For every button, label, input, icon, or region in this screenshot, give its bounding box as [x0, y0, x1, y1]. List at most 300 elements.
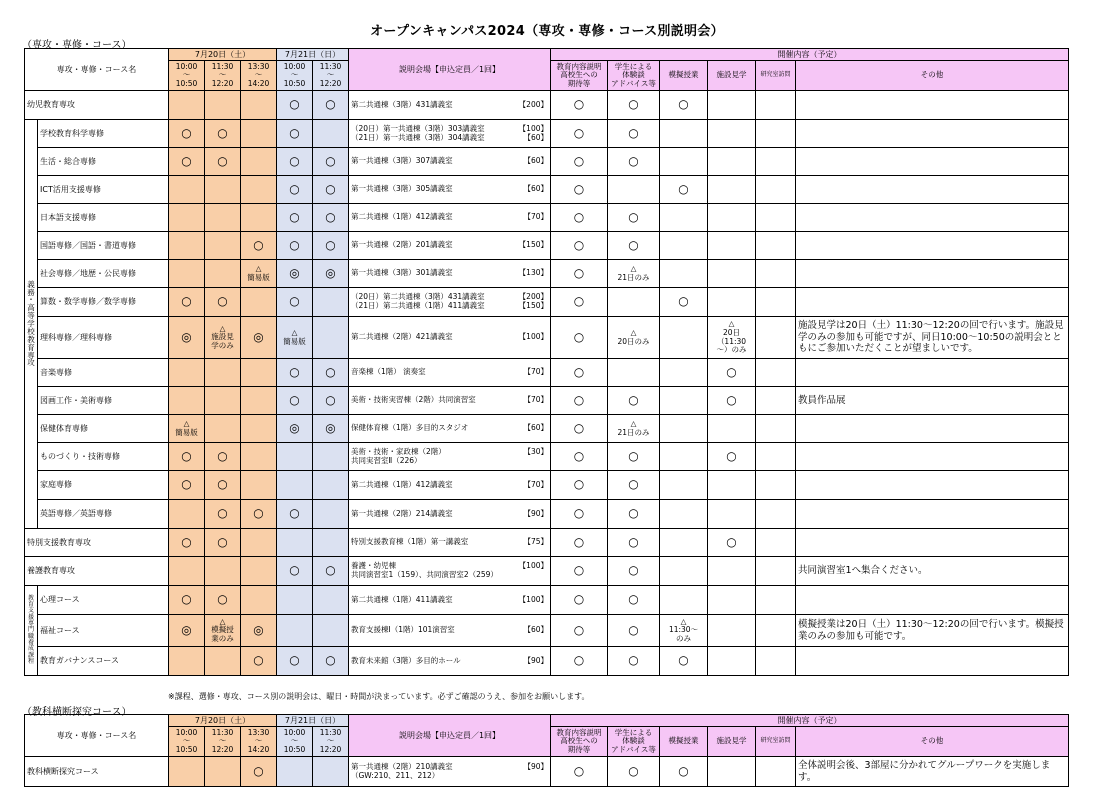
- content-mark: [608, 176, 660, 204]
- table-row: [25, 317, 1069, 359]
- session-mark: ○: [169, 120, 205, 148]
- other-info: [796, 91, 1069, 120]
- session-mark: [313, 529, 349, 557]
- other-info: 共同演習室1へ集合ください。: [796, 557, 1069, 586]
- session-mark: [169, 359, 205, 387]
- course-name: 幼児教育専攻: [25, 91, 169, 120]
- session-mark: ○: [241, 647, 277, 676]
- section-label-cross-curricular: （教科横断探究コース）: [22, 707, 132, 718]
- content-mark: △ 21日のみ: [608, 260, 660, 288]
- content-mark: [756, 148, 796, 176]
- content-mark: ○: [608, 204, 660, 232]
- session-mark: ○: [313, 204, 349, 232]
- header-row-1: [25, 49, 1069, 61]
- content-mark: [756, 443, 796, 471]
- capacity: 【60】: [523, 184, 548, 194]
- capacity: 【70】: [523, 395, 548, 405]
- content-mark: ○: [660, 288, 708, 317]
- content-mark: [660, 260, 708, 288]
- venue-cell: 【130】 第一共通棟（3階）301講義室: [349, 260, 551, 288]
- content-mark: [708, 91, 756, 120]
- venue-cell: 【70】 第二共通棟（1階）412講義室: [349, 471, 551, 500]
- content-mark: [660, 529, 708, 557]
- capacity: 【150】: [518, 240, 548, 250]
- venue-cell: 【70】 音楽棟（1階） 演奏室: [349, 359, 551, 387]
- venue-cell: 【100】 第二共通棟（2階）421講義室: [349, 317, 551, 359]
- session-mark: [169, 204, 205, 232]
- session-mark: ○: [205, 443, 241, 471]
- content-mark: [660, 586, 708, 615]
- content-mark: ○: [551, 529, 608, 557]
- day1-header: 7月20日（土）: [169, 49, 277, 61]
- session-mark: ○: [169, 443, 205, 471]
- session-mark: [241, 557, 277, 586]
- content-mark: ○: [551, 91, 608, 120]
- course-name: 養護教育専攻: [25, 557, 169, 586]
- session-mark: △ 施設見 学のみ: [205, 317, 241, 359]
- course-name: 算数・数学専修／数学専修: [38, 288, 169, 317]
- content-mark: [756, 615, 796, 647]
- content-mark: ○: [608, 529, 660, 557]
- group-label-gimu: 義 務 ・ 高 等 学 校 教 育 専 攻: [25, 120, 38, 529]
- table-row: [25, 647, 1069, 676]
- other-info: [796, 148, 1069, 176]
- content-mark: ○: [608, 91, 660, 120]
- content-col-header: 施設見学: [708, 727, 756, 757]
- content-mark: [660, 317, 708, 359]
- venue-cell: 【70】 美術・技術実習棟（2階）共同演習室: [349, 387, 551, 415]
- session-mark: ○: [169, 586, 205, 615]
- day1-header: 7月20日（土）: [169, 715, 277, 727]
- content-mark: ○: [608, 232, 660, 260]
- content-mark: ○: [660, 91, 708, 120]
- other-info: [796, 443, 1069, 471]
- session-mark: [241, 415, 277, 443]
- table-row: [25, 204, 1069, 232]
- course-name: 学校教育科学専修: [38, 120, 169, 148]
- table-row: [25, 91, 1069, 120]
- session-mark: [241, 359, 277, 387]
- session-mark: ○: [277, 232, 313, 260]
- content-mark: ○: [551, 757, 608, 787]
- table-row: [25, 359, 1069, 387]
- content-mark: [708, 260, 756, 288]
- content-mark: [708, 176, 756, 204]
- session-mark: ○: [205, 586, 241, 615]
- session-mark: [169, 387, 205, 415]
- content-mark: ○: [551, 232, 608, 260]
- group-label-shien: 教 育 支 援 専 門 職 養 成 課 程: [25, 586, 38, 676]
- schedule-table-cross-curricular: [24, 714, 1069, 787]
- session-mark: ○: [241, 757, 277, 787]
- content-mark: ○: [551, 288, 608, 317]
- other-info: [796, 260, 1069, 288]
- content-mark: ○: [551, 443, 608, 471]
- course-name: ICT活用支援専修: [38, 176, 169, 204]
- capacity: 【90】: [523, 761, 548, 771]
- course-name: 音楽専修: [38, 359, 169, 387]
- course-name: 心理コース: [38, 586, 169, 615]
- venue-cell: 【90】 教育未来館（3階）多目的ホール: [349, 647, 551, 676]
- content-mark: [708, 471, 756, 500]
- time-slot-header: 11:30 〜 12:20: [205, 727, 241, 757]
- content-mark: [608, 288, 660, 317]
- session-mark: ○: [277, 91, 313, 120]
- other-info: [796, 586, 1069, 615]
- other-info: [796, 176, 1069, 204]
- table-row: [25, 586, 1069, 615]
- venue-cell: 【30】 美術・技術・家政棟（2階） 共同実習室Ⅱ（226）: [349, 443, 551, 471]
- course-name: 教育ガバナンスコース: [38, 647, 169, 676]
- content-mark: [756, 647, 796, 676]
- session-mark: [277, 615, 313, 647]
- venue-cell: 【90】 第一共通棟（2階）214講義室: [349, 500, 551, 529]
- session-mark: [313, 120, 349, 148]
- table-row: [25, 120, 1069, 148]
- content-mark: ○: [608, 148, 660, 176]
- time-slot-header: 11:30 〜 12:20: [313, 61, 349, 91]
- content-mark: [708, 615, 756, 647]
- other-info: [796, 120, 1069, 148]
- section-label-courses: （専攻・専修・コース）: [22, 40, 132, 51]
- content-mark: [756, 387, 796, 415]
- course-name: 国語専修／国語・書道専修: [38, 232, 169, 260]
- content-mark: ○: [608, 443, 660, 471]
- content-col-header: その他: [796, 727, 1069, 757]
- session-mark: [241, 387, 277, 415]
- venue-cell: 【75】 特別支援教育棟（1階）第一講義室: [349, 529, 551, 557]
- session-mark: ○: [169, 529, 205, 557]
- content-mark: △ 20日（11:30 〜）のみ: [708, 317, 756, 359]
- content-mark: [660, 415, 708, 443]
- session-mark: ○: [277, 647, 313, 676]
- session-mark: [313, 317, 349, 359]
- capacity: 【60】: [523, 156, 548, 166]
- content-mark: [756, 500, 796, 529]
- session-mark: [313, 443, 349, 471]
- session-mark: [205, 359, 241, 387]
- session-mark: [205, 260, 241, 288]
- session-mark: [313, 288, 349, 317]
- session-mark: [313, 757, 349, 787]
- content-mark: ○: [551, 148, 608, 176]
- capacity: 【90】: [523, 508, 548, 518]
- session-mark: [277, 471, 313, 500]
- session-mark: ◎: [313, 260, 349, 288]
- content-mark: [708, 232, 756, 260]
- table-row: [25, 471, 1069, 500]
- session-mark: [313, 471, 349, 500]
- session-mark: ◎: [169, 317, 205, 359]
- content-mark: ○: [551, 359, 608, 387]
- content-mark: [756, 91, 796, 120]
- content-mark: [756, 260, 796, 288]
- content-mark: [756, 415, 796, 443]
- table-row: [25, 232, 1069, 260]
- content-mark: [708, 586, 756, 615]
- capacity: 【70】: [523, 479, 548, 489]
- content-mark: [756, 529, 796, 557]
- table-row: [25, 176, 1069, 204]
- time-slot-header: 10:00 〜 10:50: [277, 61, 313, 91]
- content-col-header: 模擬授業: [660, 727, 708, 757]
- content-mark: ○: [660, 757, 708, 787]
- content-mark: [660, 204, 708, 232]
- content-mark: ○: [551, 615, 608, 647]
- course-name: 特別支援教育専攻: [25, 529, 169, 557]
- content-col-header: 教育内容説明 高校生への 期待等: [551, 61, 608, 91]
- course-name: 理科専修／理科専修: [38, 317, 169, 359]
- venue-cell: 【200】 【150】 （20日）第二共通棟（3階）431講義室 （21日）第二共通棟（1階）411講義室: [349, 288, 551, 317]
- session-mark: [313, 586, 349, 615]
- content-mark: ○: [660, 176, 708, 204]
- course-name: 福祉コース: [38, 615, 169, 647]
- session-mark: [241, 288, 277, 317]
- session-mark: ◎: [241, 615, 277, 647]
- table-row: [25, 387, 1069, 415]
- content-mark: ○: [608, 757, 660, 787]
- content-mark: [708, 288, 756, 317]
- session-mark: ○: [313, 359, 349, 387]
- content-mark: [708, 204, 756, 232]
- content-mark: [708, 647, 756, 676]
- session-mark: ○: [277, 204, 313, 232]
- other-info: [796, 204, 1069, 232]
- course-name: 家庭専修: [38, 471, 169, 500]
- content-col-header: 教育内容説明 高校生への 期待等: [551, 727, 608, 757]
- course-name: 社会専修／地歴・公民専修: [38, 260, 169, 288]
- content-mark: ○: [551, 647, 608, 676]
- content-mark: [756, 176, 796, 204]
- course-name: 英語専修／英語専修: [38, 500, 169, 529]
- session-mark: [205, 647, 241, 676]
- session-mark: ○: [277, 500, 313, 529]
- content-mark: [756, 757, 796, 787]
- session-mark: [205, 557, 241, 586]
- content-mark: [756, 471, 796, 500]
- capacity: 【200】: [518, 99, 548, 109]
- venue-cell: 【100】 第二共通棟（1階）411講義室: [349, 586, 551, 615]
- other-info: 教員作品展: [796, 387, 1069, 415]
- session-mark: ○: [241, 500, 277, 529]
- session-mark: △ 模擬授 業のみ: [205, 615, 241, 647]
- session-mark: ○: [205, 148, 241, 176]
- time-slot-header: 10:00 〜 10:50: [169, 61, 205, 91]
- content-mark: [660, 557, 708, 586]
- content-mark: [708, 148, 756, 176]
- content-mark: ○: [708, 387, 756, 415]
- venue-header: 説明会場【申込定員／1回】: [349, 49, 551, 91]
- course-name: 図画工作・美術専修: [38, 387, 169, 415]
- session-mark: ○: [277, 120, 313, 148]
- session-mark: ○: [205, 471, 241, 500]
- session-mark: ○: [313, 232, 349, 260]
- other-info: [796, 415, 1069, 443]
- session-mark: △ 簡易版: [169, 415, 205, 443]
- day2-header: 7月21日（日）: [277, 49, 349, 61]
- content-mark: [756, 557, 796, 586]
- table-row: [25, 415, 1069, 443]
- capacity: 【70】: [523, 367, 548, 377]
- session-mark: [241, 529, 277, 557]
- session-mark: [205, 91, 241, 120]
- course-name-header: 専攻・専修・コース名: [25, 49, 169, 91]
- content-col-header: 学生による 体験談 アドバイス等: [608, 61, 660, 91]
- content-mark: [756, 317, 796, 359]
- content-mark: [708, 557, 756, 586]
- session-mark: ○: [313, 148, 349, 176]
- other-info: 施設見学は20日（土）11:30〜12:20の回で行います。施設見学のみの参加も可能ですが、同日10:00〜10:50の説明会とともにご参加いただくことが望ましいです。: [796, 317, 1069, 359]
- time-slot-header: 11:30 〜 12:20: [205, 61, 241, 91]
- venue-cell: 【90】 第一共通棟（2階）210講義室 （GW:210、211、212）: [349, 757, 551, 787]
- content-mark: ○: [608, 586, 660, 615]
- course-name: ものづくり・技術専修: [38, 443, 169, 471]
- capacity: 【200】 【150】: [518, 292, 548, 310]
- session-mark: ○: [277, 176, 313, 204]
- table-row: [25, 615, 1069, 647]
- session-mark: [313, 615, 349, 647]
- time-slot-header: 10:00 〜 10:50: [169, 727, 205, 757]
- time-slot-header: 13:30 〜 14:20: [241, 727, 277, 757]
- table-row: [25, 757, 1069, 787]
- table-row: [25, 557, 1069, 586]
- content-mark: [660, 471, 708, 500]
- session-mark: ○: [205, 500, 241, 529]
- session-mark: [205, 232, 241, 260]
- capacity: 【70】: [523, 212, 548, 222]
- content-mark: [708, 415, 756, 443]
- session-mark: [169, 647, 205, 676]
- content-mark: [660, 232, 708, 260]
- content-mark: ○: [551, 260, 608, 288]
- session-mark: ○: [313, 176, 349, 204]
- content-mark: [660, 120, 708, 148]
- other-info: [796, 500, 1069, 529]
- session-mark: ○: [277, 557, 313, 586]
- content-mark: ○: [660, 647, 708, 676]
- content-mark: ○: [551, 387, 608, 415]
- content-mark: [756, 204, 796, 232]
- session-mark: ○: [169, 471, 205, 500]
- session-mark: [205, 757, 241, 787]
- venue-cell: 【70】 第二共通棟（1階）412講義室: [349, 204, 551, 232]
- session-mark: ○: [277, 387, 313, 415]
- venue-cell: 【150】 第一共通棟（2階）201講義室: [349, 232, 551, 260]
- session-mark: △ 簡易版: [241, 260, 277, 288]
- content-mark: ○: [551, 500, 608, 529]
- content-mark: ○: [608, 120, 660, 148]
- session-mark: ○: [277, 148, 313, 176]
- table-row: [25, 500, 1069, 529]
- session-mark: ○: [313, 387, 349, 415]
- session-mark: [241, 204, 277, 232]
- other-info: [796, 647, 1069, 676]
- content-mark: ○: [608, 615, 660, 647]
- session-mark: [169, 500, 205, 529]
- content-mark: ○: [608, 471, 660, 500]
- session-mark: [169, 757, 205, 787]
- other-info: 模擬授業は20日（土）11:30〜12:20の回で行います。模擬授業のみの参加も可能です。: [796, 615, 1069, 647]
- session-mark: [169, 176, 205, 204]
- content-mark: [756, 586, 796, 615]
- content-mark: [756, 359, 796, 387]
- content-mark: ○: [551, 586, 608, 615]
- venue-cell: 【60】 第一共通棟（3階）305講義室: [349, 176, 551, 204]
- session-mark: △ 簡易版: [277, 317, 313, 359]
- course-name: 教科横断探究コース: [25, 757, 169, 787]
- content-mark: ○: [551, 204, 608, 232]
- venue-cell: 【60】 第一共通棟（3階）307講義室: [349, 148, 551, 176]
- content-mark: △ 20日のみ: [608, 317, 660, 359]
- capacity: 【60】: [523, 423, 548, 433]
- session-mark: [241, 120, 277, 148]
- table-row: [25, 529, 1069, 557]
- other-info: 全体説明会後、3部屋に分かれてグループワークを実施します。: [796, 757, 1069, 787]
- venue-cell: 【200】 第二共通棟（3階）431講義室: [349, 91, 551, 120]
- content-mark: [756, 288, 796, 317]
- content-mark: ○: [551, 415, 608, 443]
- session-mark: [241, 443, 277, 471]
- venue-cell: 【100】 養護・幼児棟 共同演習室1（159）、共同演習室2（259）: [349, 557, 551, 586]
- session-mark: ◎: [277, 260, 313, 288]
- session-mark: [241, 91, 277, 120]
- content-mark: △ 11:30〜 のみ: [660, 615, 708, 647]
- content-col-header: 模擬授業: [660, 61, 708, 91]
- time-slot-header: 10:00 〜 10:50: [277, 727, 313, 757]
- table-row: [25, 260, 1069, 288]
- other-info: [796, 232, 1069, 260]
- content-mark: ○: [608, 387, 660, 415]
- capacity: 【75】: [523, 537, 548, 547]
- content-mark: [660, 387, 708, 415]
- other-info: [796, 529, 1069, 557]
- session-mark: [313, 500, 349, 529]
- content-mark: [756, 232, 796, 260]
- course-name: 日本語支援専修: [38, 204, 169, 232]
- capacity: 【100】: [518, 561, 548, 571]
- capacity: 【100】: [518, 332, 548, 342]
- venue-header: 説明会場【申込定員／1回】: [349, 715, 551, 757]
- content-mark: [660, 443, 708, 471]
- session-mark: [205, 415, 241, 443]
- content-col-header: その他: [796, 61, 1069, 91]
- page-title: オープンキャンパス2024（専攻・専修・コース別説明会）: [370, 24, 724, 39]
- content-mark: [708, 120, 756, 148]
- session-mark: ○: [169, 148, 205, 176]
- content-mark: [660, 359, 708, 387]
- content-col-header: 研究室訪問: [756, 61, 796, 91]
- header-row-1: [25, 715, 1069, 727]
- session-mark: [205, 387, 241, 415]
- session-mark: [277, 757, 313, 787]
- content-mark: ○: [608, 647, 660, 676]
- session-mark: [205, 176, 241, 204]
- time-slot-header: 13:30 〜 14:20: [241, 61, 277, 91]
- session-mark: ◎: [169, 615, 205, 647]
- content-mark: ○: [708, 443, 756, 471]
- session-mark: [169, 91, 205, 120]
- session-mark: [241, 148, 277, 176]
- content-mark: ○: [708, 529, 756, 557]
- session-mark: ◎: [277, 415, 313, 443]
- session-mark: ○: [205, 120, 241, 148]
- content-mark: ○: [608, 500, 660, 529]
- content-mark: ○: [551, 557, 608, 586]
- content-mark: ○: [551, 120, 608, 148]
- capacity: 【100】 【60】: [518, 123, 548, 142]
- day2-header: 7月21日（日）: [277, 715, 349, 727]
- session-mark: ○: [169, 288, 205, 317]
